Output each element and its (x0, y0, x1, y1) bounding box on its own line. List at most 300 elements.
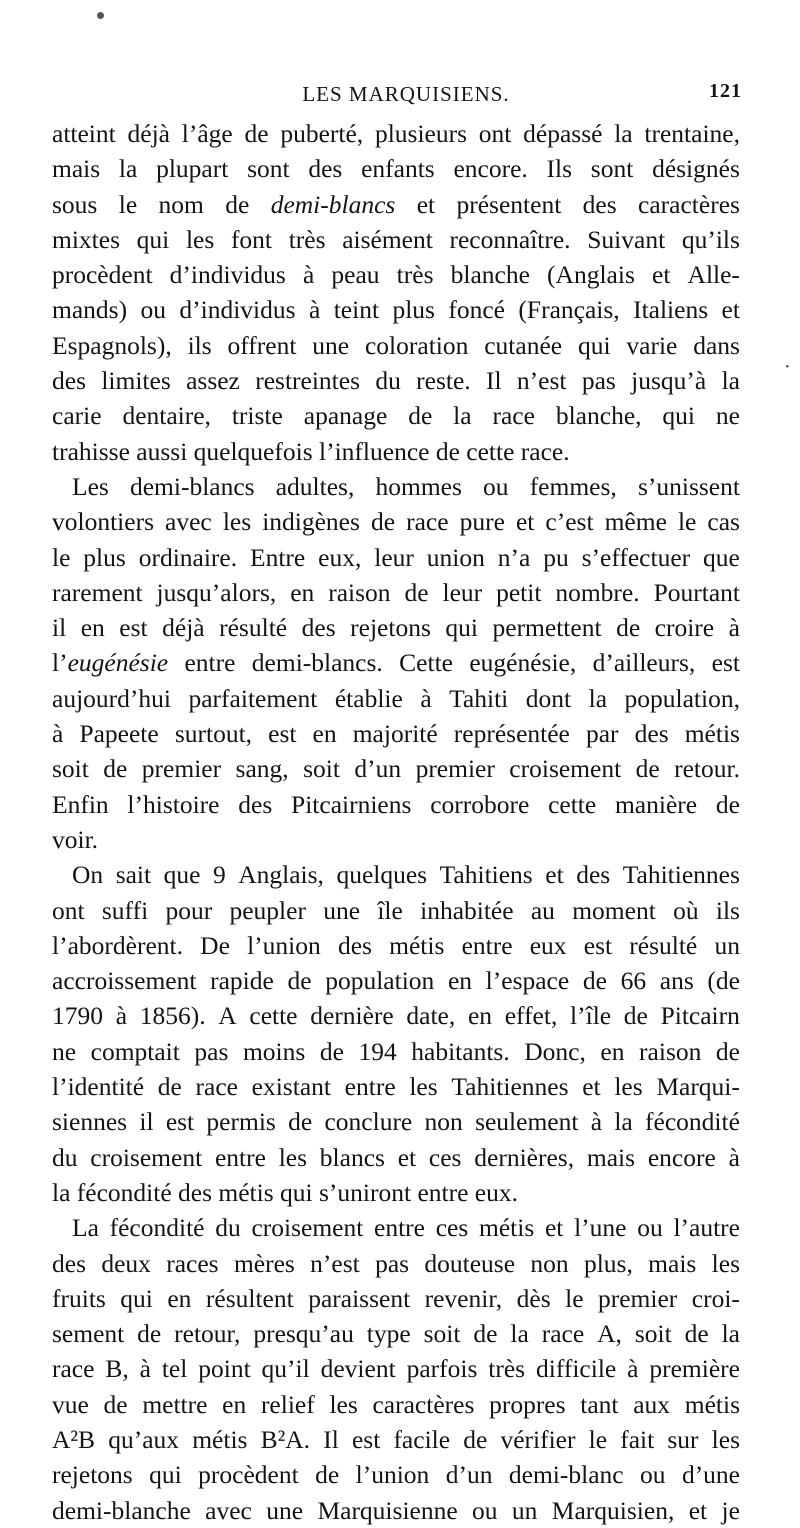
word: île (377, 895, 403, 925)
word: Marquisien, (551, 1495, 675, 1525)
word: des (337, 930, 372, 960)
word: encore (647, 1142, 716, 1172)
word: croisement (251, 1213, 364, 1243)
word: en (312, 719, 337, 749)
word: B²A. (260, 1424, 311, 1454)
word: d’ailleurs, (592, 648, 696, 678)
word: premier (598, 1283, 678, 1313)
word: effet, (504, 1001, 558, 1031)
word: plupart (156, 154, 229, 184)
word: une (312, 330, 350, 360)
word: blanche (450, 260, 530, 290)
page-header (70, 82, 742, 112)
word: il (52, 613, 67, 643)
word: coloration (364, 330, 469, 360)
word: puberté, (280, 119, 364, 148)
word: rapide (210, 966, 274, 996)
word: volontiers (52, 507, 154, 537)
word: Ils (546, 154, 573, 184)
word: et (582, 1072, 601, 1102)
running-title: LES MARQUISIENS. (302, 82, 510, 106)
text-line (52, 1175, 740, 1210)
word: deux (101, 1248, 151, 1278)
word: Tahitiennes (451, 1072, 569, 1102)
word: eugénésie, (469, 648, 577, 678)
word: quelquefois (193, 436, 313, 466)
word: cette (548, 789, 597, 819)
word: à (590, 1107, 603, 1137)
word: dentaire, (122, 401, 211, 431)
word: race (406, 507, 449, 537)
word: en (447, 966, 473, 996)
text-line (52, 434, 740, 469)
word: cutanée (484, 330, 563, 360)
word: encore. (453, 154, 528, 184)
word: le (565, 1283, 584, 1313)
word: non (424, 1107, 463, 1137)
word: reconnaître. (449, 224, 571, 254)
word: d’individus (169, 260, 286, 290)
word: reste. (416, 366, 471, 396)
word: Marqui- (656, 1072, 740, 1102)
word: soit (52, 754, 89, 784)
text-line (52, 575, 740, 610)
word: présentent (456, 189, 562, 219)
word: Donc, (524, 1036, 586, 1066)
text-line (52, 1387, 740, 1422)
text-line (52, 1422, 740, 1457)
word: un (511, 1495, 538, 1525)
word: peau (331, 260, 380, 290)
word: fécondité (645, 1107, 740, 1137)
text-line (52, 151, 740, 186)
word: l’union (355, 1460, 430, 1490)
word: pas (375, 1248, 410, 1278)
word: seulement (475, 1107, 579, 1137)
word: Papeete (79, 719, 159, 749)
text-line (52, 645, 740, 680)
word: B, (105, 1354, 129, 1384)
text-line (52, 469, 740, 504)
word: parfaitement (188, 683, 318, 713)
page-number: 121 (709, 80, 742, 102)
word: blanche, (555, 401, 642, 431)
word: population (325, 966, 435, 996)
word: des (582, 189, 617, 219)
word: moment (572, 895, 656, 925)
word: d’individus (179, 295, 296, 325)
word: cette (249, 1001, 298, 1031)
word: permis (206, 1107, 276, 1137)
word: résultent (205, 1283, 294, 1313)
word: croire (654, 613, 715, 643)
word: de (370, 507, 396, 537)
word: du (52, 1142, 78, 1172)
word: des (52, 366, 86, 396)
word: Les (72, 471, 109, 501)
word: premier (141, 754, 222, 784)
word: cette (466, 436, 515, 466)
word: la (118, 154, 138, 184)
word: moins (242, 1036, 306, 1066)
word: très (488, 1354, 526, 1384)
word: 1790 (52, 1001, 103, 1031)
word: (Anglais (547, 260, 635, 290)
word: tant (580, 1389, 619, 1419)
word: plus, (583, 1248, 633, 1278)
word: rejetons (52, 1460, 133, 1490)
text-line (52, 751, 740, 786)
text-line (52, 1210, 740, 1245)
word: mais (648, 1248, 697, 1278)
word: l’abordèrent. (52, 930, 183, 960)
word: inhabitée (420, 895, 514, 925)
word: Espagnols), (52, 330, 172, 360)
word: une (266, 1495, 304, 1525)
word: siennes (52, 1107, 128, 1137)
word: de (616, 613, 641, 643)
word: varie (626, 330, 678, 360)
word: sont (590, 154, 634, 184)
word: quelques (336, 860, 428, 890)
word: avec (205, 1495, 252, 1525)
word: des (178, 1177, 213, 1207)
word: est (351, 1424, 381, 1454)
text-line (52, 1351, 740, 1386)
word: à (728, 613, 740, 643)
word: La (72, 1213, 99, 1243)
word: Pourtant (653, 577, 740, 607)
word: de (287, 966, 312, 996)
word: est (711, 648, 740, 678)
word: mands) (52, 295, 128, 325)
word: ou (472, 1495, 498, 1525)
word: métis (684, 1389, 740, 1419)
word: race. (520, 436, 570, 466)
text-line (52, 187, 740, 222)
word: jusqu’à (631, 366, 707, 396)
word: sait (115, 860, 152, 890)
word: eux. (474, 1177, 518, 1207)
word: à (627, 1354, 639, 1384)
word: limites (101, 366, 171, 396)
word: la (453, 401, 472, 431)
text-line (52, 1034, 740, 1069)
word: triste (231, 401, 283, 431)
word: représentée (453, 719, 570, 749)
word: de (103, 754, 128, 784)
word: de (137, 1319, 162, 1349)
word: qui (445, 613, 478, 643)
body-text (52, 116, 740, 1528)
word: de (473, 1319, 498, 1349)
text-line (52, 1493, 740, 1528)
text-line (52, 716, 740, 751)
word: de (463, 1424, 488, 1454)
word: les (711, 1424, 740, 1454)
word: difficile (535, 1354, 617, 1384)
word: aisément (342, 224, 433, 254)
word: foncé (448, 295, 505, 325)
word: de (435, 436, 460, 466)
word: nombre. (555, 577, 640, 607)
word: dont (525, 683, 572, 713)
word: à (308, 295, 321, 325)
text-line (52, 681, 740, 716)
word: vue (52, 1389, 89, 1419)
word: A, (597, 1319, 622, 1349)
word: mettre (142, 1389, 208, 1419)
word: date, (406, 1001, 456, 1031)
word: De (200, 930, 230, 960)
word: est (165, 1107, 195, 1137)
word: (Français, (518, 295, 620, 325)
word: existant (251, 1072, 331, 1102)
word: de (715, 1036, 740, 1066)
word: revenir, (424, 1283, 503, 1313)
word: corrobore (430, 789, 530, 819)
word: offrent (227, 330, 297, 360)
word: comptait (90, 1036, 180, 1066)
word: soit (303, 754, 340, 784)
word: Alle- (687, 260, 740, 290)
ink-spot (97, 12, 104, 19)
word: Cette (399, 648, 453, 678)
word: A (218, 1001, 237, 1031)
word: relief (260, 1389, 315, 1419)
word: ou (483, 471, 509, 501)
word: fécondité (76, 1177, 172, 1207)
word: demi-blanche (52, 1495, 191, 1525)
word: facile (393, 1424, 451, 1454)
word: mères (233, 1248, 295, 1278)
word: qui (136, 224, 170, 254)
word: les (222, 507, 252, 537)
word: même (604, 507, 667, 537)
word: peupler (229, 895, 306, 925)
text-line (52, 1457, 740, 1492)
word: non (530, 1248, 569, 1278)
word: sont (247, 154, 290, 184)
word: union (426, 542, 485, 572)
word: de (635, 754, 660, 784)
word: ou (640, 1460, 666, 1490)
word: enfants (361, 154, 435, 184)
word: Il (323, 1424, 339, 1454)
word: croisement (90, 1142, 203, 1172)
text-line (52, 292, 740, 327)
word: ordinaire. (138, 542, 238, 572)
text-line (52, 610, 740, 645)
word: que (703, 542, 740, 572)
word: pas (194, 1036, 229, 1066)
word: c’est (545, 507, 594, 537)
word: les (711, 1248, 740, 1278)
word: pu (543, 542, 569, 572)
word: n’est (310, 1248, 360, 1278)
word: l’identité (52, 1072, 145, 1102)
word: dernière (310, 1001, 394, 1031)
word: majorité (352, 719, 438, 749)
text-line (52, 1281, 740, 1316)
word: atteint (52, 119, 116, 148)
word: paraissent (308, 1283, 411, 1313)
word: la (721, 366, 740, 396)
word: des (301, 613, 336, 643)
word: n’a (497, 542, 531, 572)
word: hommes (375, 471, 462, 501)
word: de (319, 1036, 344, 1066)
word: d’un (445, 1460, 493, 1490)
word: entre (344, 1072, 396, 1102)
word: en (167, 1283, 192, 1313)
word: demi-blancs (270, 189, 396, 219)
word: à (420, 683, 432, 713)
word: métis (192, 1424, 248, 1454)
word: les (278, 1142, 308, 1172)
word: entre (461, 930, 513, 960)
word: et (721, 295, 740, 325)
word: ces (428, 1142, 462, 1172)
word: (de (707, 966, 740, 996)
word: entre (417, 1177, 469, 1207)
word: restreintes (255, 366, 361, 396)
word: indigènes (262, 507, 360, 537)
word: qu’il (261, 1354, 310, 1384)
word: sous (52, 189, 98, 219)
word: entre (184, 648, 236, 678)
text-line (52, 363, 740, 398)
word: aujourd’hui (52, 683, 171, 713)
text-line (52, 540, 740, 575)
word: font (230, 224, 273, 254)
word: à (52, 719, 64, 749)
word: et (397, 1142, 417, 1172)
word: Pitcairn (660, 1001, 740, 1031)
word: est (583, 930, 613, 960)
word: assez (186, 366, 240, 396)
word: je (721, 1495, 740, 1525)
word: avec (165, 507, 212, 537)
word: le (677, 507, 697, 537)
word: au (530, 895, 555, 925)
word: pour (165, 895, 213, 925)
word: parfois (406, 1354, 478, 1384)
word: ne (715, 401, 740, 431)
word: s’uniront (319, 1177, 412, 1207)
word: douteuse (424, 1248, 516, 1278)
text-line (52, 328, 740, 363)
word: les (185, 224, 215, 254)
word: ou (140, 295, 166, 325)
word: aux (633, 1389, 671, 1419)
word: pure (459, 507, 505, 537)
word: l’autre (673, 1213, 740, 1243)
word: Tahitiens (439, 860, 533, 890)
word: ne (52, 1036, 77, 1066)
text-line (52, 1246, 740, 1281)
word: d’un (354, 754, 402, 784)
word: mais (52, 154, 101, 184)
word: qui (280, 1177, 313, 1207)
word: ou (637, 1213, 663, 1243)
word: et (545, 860, 564, 890)
word: Il (486, 366, 502, 396)
word: 66 (620, 966, 647, 996)
text-line (52, 116, 740, 151)
word: en (80, 613, 105, 643)
word: soit (423, 1319, 461, 1349)
word: de (404, 577, 429, 607)
word: femmes, (529, 471, 617, 501)
word: le (588, 1424, 608, 1454)
word: ont (478, 119, 512, 148)
text-line (52, 998, 740, 1033)
text-line (52, 504, 740, 539)
word: cas (707, 507, 740, 537)
word: sang, (235, 754, 289, 784)
word: retour. (674, 754, 740, 784)
word: tel (161, 1354, 188, 1384)
word: point (198, 1354, 251, 1384)
word: nom (158, 189, 204, 219)
word: les (329, 1389, 358, 1419)
word: Tahiti (449, 683, 509, 713)
word: l’âge (181, 119, 233, 148)
word: l’une (574, 1213, 627, 1243)
word: de (315, 1460, 340, 1490)
word: de (225, 189, 250, 219)
word: presqu’au (253, 1319, 354, 1349)
word: le (118, 189, 138, 219)
word: sur (667, 1424, 699, 1454)
word: et (416, 189, 436, 219)
text-line (52, 257, 740, 292)
word: Marquisienne (317, 1495, 458, 1525)
word: soit (634, 1319, 672, 1349)
word: races (166, 1248, 219, 1278)
word: des (238, 789, 273, 819)
word: de (582, 966, 607, 996)
word: On (72, 860, 104, 890)
word: à (302, 260, 315, 290)
word: demi-blanc (508, 1460, 624, 1490)
word: la (614, 1107, 633, 1137)
word: Enfin (52, 789, 109, 819)
word: de (244, 119, 269, 148)
word: l’influence (319, 436, 430, 466)
word: population, (624, 683, 740, 713)
text-line (52, 398, 740, 433)
word: la (52, 1177, 71, 1207)
word: procèdent (52, 260, 153, 290)
word: s’effectuer (581, 542, 691, 572)
word: surtout, (174, 719, 253, 749)
word: l’île (570, 1001, 612, 1031)
word: dès (516, 1283, 551, 1313)
word: raison (328, 577, 391, 607)
word: plus (83, 542, 126, 572)
word: demi-blancs (129, 471, 255, 501)
word: première (649, 1354, 740, 1384)
word: en (222, 1389, 247, 1419)
word: mixtes (52, 224, 120, 254)
word: ils (187, 330, 212, 360)
text-line (52, 1069, 740, 1104)
word: fruits (52, 1283, 106, 1313)
word: en (290, 577, 315, 607)
word: leur (374, 542, 414, 572)
